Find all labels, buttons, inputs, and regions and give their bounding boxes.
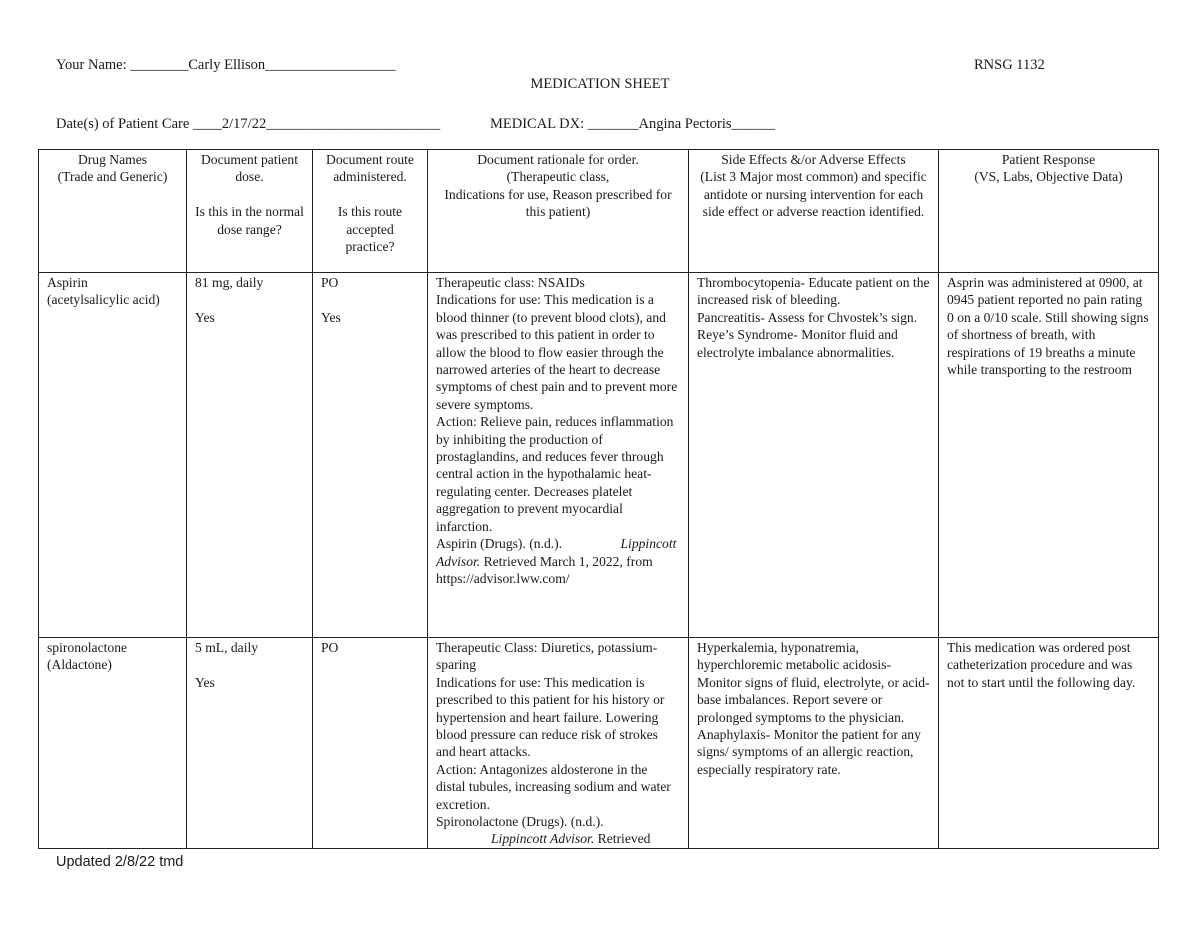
student-name-line (56, 57, 396, 74)
dose-cell[interactable] (187, 273, 313, 638)
side-effects-cell[interactable]: Hyperkalemia, hyponatremia, hyperchloremic metabolic acidosis- Monitor signs of fluid, electrolyte, or acid-base imbalances. Report severe or prolonged symptoms to the physician. Anaphylaxis- Monitor the patient for any signs/ symptoms of an allergic reaction, especially respiratory rate. (689, 638, 939, 849)
route-accepted-value: Yes (321, 309, 341, 325)
table-header-row (39, 150, 1159, 273)
column-header-patient-response: Patient Response (VS, Labs, Objective Data) (939, 150, 1159, 273)
course-code: RNSG 1132 (974, 57, 1045, 73)
medical-dx-field[interactable]: _______Angina Pectoris______ (587, 116, 776, 132)
rationale-cell[interactable] (428, 638, 689, 849)
citation-source: Lippincott Advisor. (436, 536, 677, 569)
footer-updated-note: Updated 2/8/22 tmd (56, 854, 184, 870)
column-header-rationale: Document rationale for order. (Therapeutic class, Indications for use, Reason prescribed for this patient) (428, 150, 689, 273)
student-name-field[interactable]: ________Carly Ellison__________________ (130, 57, 396, 73)
route-value: PO (321, 640, 339, 655)
care-date-line (56, 116, 440, 133)
column-header-drug-names: Drug Names (Trade and Generic) (39, 150, 187, 273)
route-cell[interactable] (313, 273, 428, 638)
dose-normal-value: Yes (195, 674, 215, 690)
citation-prefix: Aspirin (Drugs). (n.d.). (436, 536, 566, 552)
rationale-text: Therapeutic class: NSAIDs Indications for use: This medication is a blood thinner (to prevent blood clots), and was prescribed to this patient in order to allow the blood to flow easier through the narrowed arteries of the heart to decrease symptoms of chest pain and to prevent more severe symptoms. Action: Relieve pain, reduces inflammation by inhibiting the production of prostaglandins, and reduces fever through central action in the hypothalamic heat-regulating center. Decreases platelet aggregation to prevent myocardial infarction. (436, 275, 678, 534)
citation-suffix: Retrieved March 1, 2022, from https://advisor.lww.com/ (436, 553, 653, 586)
dose-value: 81 mg, daily (195, 275, 264, 290)
drug-name-cell[interactable]: Aspirin (acetylsalicylic acid) (39, 273, 187, 638)
citation (436, 813, 680, 848)
medication-table (38, 149, 1159, 849)
medical-dx-line (490, 116, 775, 133)
name-label: Your Name: (56, 57, 131, 73)
column-header-side-effects: Side Effects &/or Adverse Effects (List 3 Major most common) and specific antidote or nursing intervention for each side effect or adverse reaction identified. (689, 150, 939, 273)
rationale-cell[interactable] (428, 273, 689, 638)
citation (436, 535, 680, 587)
drug-name-cell[interactable]: spironolactone (Aldactone) (39, 638, 187, 849)
table-row (39, 273, 1159, 638)
citation-source: Lippincott Advisor. (491, 831, 595, 847)
dose-cell[interactable] (187, 638, 313, 849)
column-header-dose: Document patient dose. Is this in the normal dose range? (187, 150, 313, 273)
dose-normal-value: Yes (195, 309, 215, 325)
patient-response-cell[interactable]: This medication was ordered post catheterization procedure and was not to start until the following day. (939, 638, 1159, 849)
table-row (39, 638, 1159, 849)
rationale-text: Therapeutic Class: Diuretics, potassium-sparing Indications for use: This medication is prescribed to this patient for his history or hypertension and heart failure. Lowering blood pressure can reduce risk of strokes and heart attacks. Action: Antagonizes aldosterone in the distal tubules, increasing sodium and water excretion. (436, 640, 671, 812)
citation-suffix: Retrieved (594, 831, 651, 847)
date-label: Date(s) of Patient Care (56, 116, 193, 132)
route-cell[interactable] (313, 638, 428, 849)
dose-value: 5 mL, daily (195, 640, 259, 655)
citation-prefix: Spironolactone (Drugs). (n.d.). (436, 814, 604, 830)
route-value: PO (321, 275, 339, 290)
column-header-route: Document route administered. Is this route accepted practice? (313, 150, 428, 273)
patient-response-cell[interactable]: Asprin was administered at 0900, at 0945 patient reported no pain rating 0 on a 0/10 scale. Still showing signs of shortness of breath, with respirations of 19 breaths a minute while transporting to the restroom (939, 273, 1159, 638)
side-effects-cell[interactable]: Thrombocytopenia- Educate patient on the increased risk of bleeding. Pancreatitis- Assess for Chvostek’s sign. Reye’s Syndrome- Monitor fluid and electrolyte imbalance abnormalities. (689, 273, 939, 638)
page-title: MEDICATION SHEET (530, 76, 670, 92)
care-date-field[interactable]: ____2/17/22________________________ (192, 116, 441, 132)
dx-label: MEDICAL DX: (490, 116, 588, 132)
